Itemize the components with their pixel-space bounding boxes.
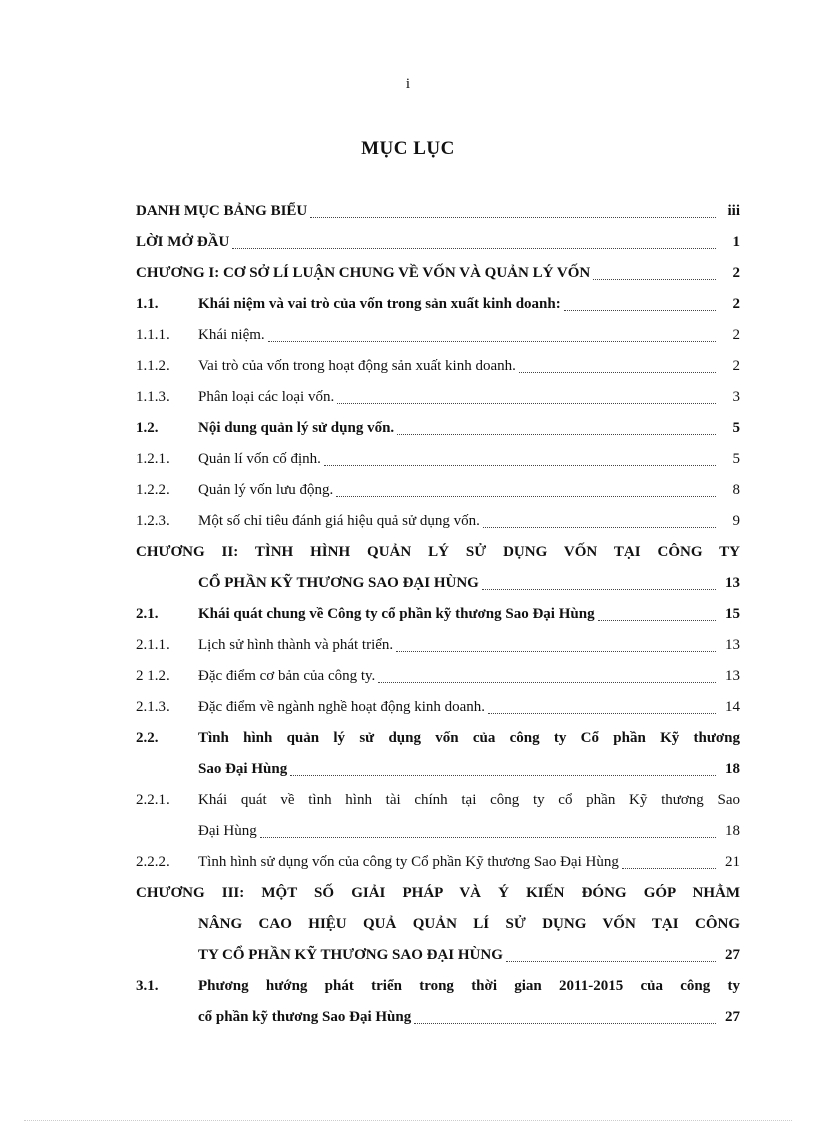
dot-leader [310, 216, 716, 218]
toc-entry-page: 27 [725, 1009, 740, 1025]
toc-entry-page: 13 [725, 668, 740, 684]
toc-entry-number: 2 1.2. [136, 668, 170, 684]
toc-entry-list-of-tables[interactable] [136, 196, 740, 227]
dot-leader [396, 650, 716, 652]
toc-entry-1-1-1[interactable] [136, 320, 740, 351]
dot-leader [324, 464, 716, 466]
dot-leader [506, 960, 716, 962]
toc-entry-number: 1.2.3. [136, 513, 170, 529]
toc-entry-page: iii [727, 203, 740, 219]
toc-entry-number: 1.2.2. [136, 482, 170, 498]
toc-entry-number: 2.1.3. [136, 699, 170, 715]
dot-leader [488, 712, 716, 714]
toc-entry-label: Quản lý vốn lưu động. [198, 482, 334, 498]
toc-entry-2-1-2[interactable] [136, 661, 740, 692]
toc-entry-label: LỜI MỞ ĐẦU [136, 234, 230, 250]
toc-entry-2-2-cont[interactable] [136, 754, 740, 785]
dot-leader [268, 340, 716, 342]
toc-entry-number: 1.1.2. [136, 358, 170, 374]
dot-leader [336, 495, 716, 497]
dot-leader [598, 619, 716, 621]
toc-entry-label: Khái quát chung về Công ty cổ phần kỹ thương Sao Đại Hùng [198, 606, 595, 622]
toc-entry-label: Khái niệm và vai trò của vốn trong sản xuất kinh doanh: [198, 296, 561, 312]
toc-entry-number: 1.1.3. [136, 389, 170, 405]
toc-entry-2-2[interactable] [136, 723, 740, 754]
toc-entry-label: Một số chỉ tiêu đánh giá hiệu quả sử dụng vốn. [198, 513, 480, 529]
toc-entry-1-1-3[interactable] [136, 382, 740, 413]
dot-leader [622, 867, 716, 869]
dot-leader [564, 309, 716, 311]
toc-entry-label: Tình hình sử dụng vốn của công ty Cổ phần Kỹ thương Sao Đại Hùng [198, 854, 619, 870]
toc-entry-2-2-1-cont[interactable] [136, 816, 740, 847]
toc-entry-page: 9 [732, 513, 740, 529]
dot-leader [593, 278, 716, 280]
toc-entry-1-1-2[interactable] [136, 351, 740, 382]
toc-entry-page: 13 [725, 575, 740, 591]
toc-entry-1-2[interactable] [136, 413, 740, 444]
toc-entry-number: 2.1. [136, 606, 159, 622]
toc-entry-label: Nội dung quản lý sử dụng vốn. [198, 420, 395, 436]
toc-entry-page: 2 [732, 296, 740, 312]
toc-entry-number: 1.1.1. [136, 327, 170, 343]
toc-entry-page: 5 [732, 451, 740, 467]
dot-leader [519, 371, 716, 373]
toc-entry-page: 8 [732, 482, 740, 498]
toc-entry-2-2-1[interactable] [136, 785, 740, 816]
toc-entry-label: Đặc điểm về ngành nghề hoạt động kinh doanh. [198, 699, 486, 715]
toc-entry-label: Lịch sử hình thành và phát triển. [198, 637, 394, 653]
toc-entry-page: 13 [725, 637, 740, 653]
toc-entry-label-cont: CỔ PHẦN KỸ THƯƠNG SAO ĐẠI HÙNG [198, 575, 479, 591]
toc-entry-1-2-1[interactable] [136, 444, 740, 475]
dot-leader [397, 433, 716, 435]
dot-leader [260, 836, 716, 838]
toc-entry-number: 2.2. [136, 730, 159, 746]
toc-entry-1-2-3[interactable] [136, 506, 740, 537]
toc-entry-chapter-1[interactable] [136, 258, 740, 289]
toc-entry-page: 2 [732, 327, 740, 343]
toc-entry-chapter-3[interactable] [136, 878, 740, 909]
toc-entry-page: 14 [725, 699, 740, 715]
dot-leader [414, 1022, 716, 1024]
toc-entry-chapter-3-cont-1[interactable] [136, 909, 740, 940]
toc-entry-number: 2.2.2. [136, 854, 170, 870]
table-of-contents [136, 196, 740, 1033]
toc-entry-3-1-cont[interactable] [136, 1002, 740, 1033]
toc-title: MỤC LỤC [361, 138, 455, 159]
toc-entry-chapter-2[interactable] [136, 537, 740, 568]
toc-entry-chapter-2-cont[interactable] [136, 568, 740, 599]
toc-entry-page: 18 [725, 761, 740, 777]
page-bottom-rule [24, 1120, 792, 1121]
toc-entry-label: Phương hướng phát triển trong thời gian 2011-2015 của công ty [198, 978, 740, 994]
dot-leader [290, 774, 716, 776]
toc-entry-number: 3.1. [136, 978, 159, 994]
toc-entry-label: Phân loại các loại vốn. [198, 389, 335, 405]
toc-entry-introduction[interactable] [136, 227, 740, 258]
dot-leader [482, 588, 716, 590]
toc-entry-label-cont: NÂNG CAO HIỆU QUẢ QUẢN LÍ SỬ DỤNG VỐN TẠI CÔNG [198, 916, 740, 932]
toc-entry-page: 18 [725, 823, 740, 839]
toc-entry-label: Vai trò của vốn trong hoạt động sản xuất kinh doanh. [198, 358, 516, 374]
toc-entry-2-2-2[interactable] [136, 847, 740, 878]
toc-entry-number: 1.2. [136, 420, 159, 436]
toc-entry-label: Khái quát về tình hình tài chính tại công ty cổ phần Kỹ thương Sao [198, 792, 740, 808]
toc-entry-label: Quản lí vốn cố định. [198, 451, 321, 467]
toc-entry-page: 2 [732, 358, 740, 374]
toc-entry-label: CHƯƠNG I: CƠ SỞ LÍ LUẬN CHUNG VỀ VỐN VÀ QUẢN LÝ VỐN [136, 265, 591, 281]
toc-entry-label: Đặc điểm cơ bản của công ty. [198, 668, 376, 684]
toc-entry-label-cont: Sao Đại Hùng [198, 761, 288, 777]
dot-leader [483, 526, 716, 528]
toc-entry-2-1-1[interactable] [136, 630, 740, 661]
toc-entry-label: Tình hình quản lý sử dụng vốn của công ty Cổ phần Kỹ thương [198, 730, 740, 746]
toc-entry-label-cont: Đại Hùng [198, 823, 257, 839]
toc-entry-label: CHƯƠNG III: MỘT SỐ GIẢI PHÁP VÀ Ý KIẾN ĐÓNG GÓP NHẰM [136, 885, 740, 901]
toc-entry-1-1[interactable] [136, 289, 740, 320]
toc-entry-3-1[interactable] [136, 971, 740, 1002]
toc-entry-label-cont: TY CỔ PHẦN KỸ THƯƠNG SAO ĐẠI HÙNG [198, 947, 503, 963]
toc-entry-page: 15 [725, 606, 740, 622]
page-number: i [405, 76, 411, 92]
toc-entry-1-2-2[interactable] [136, 475, 740, 506]
toc-entry-chapter-3-cont-2[interactable] [136, 940, 740, 971]
toc-entry-label: CHƯƠNG II: TÌNH HÌNH QUẢN LÝ SỬ DỤNG VỐN TẠI CÔNG TY [136, 544, 740, 560]
toc-entry-page: 3 [732, 389, 740, 405]
toc-entry-label-cont: cổ phần kỹ thương Sao Đại Hùng [198, 1009, 412, 1025]
dot-leader [232, 247, 716, 249]
dot-leader [378, 681, 716, 683]
toc-entry-page: 5 [732, 420, 740, 436]
toc-entry-label: DANH MỤC BẢNG BIỂU [136, 203, 308, 219]
toc-entry-page: 1 [732, 234, 740, 250]
toc-entry-page: 21 [725, 854, 740, 870]
toc-entry-label: Khái niệm. [198, 327, 265, 343]
toc-entry-number: 1.1. [136, 296, 159, 312]
dot-leader [337, 402, 716, 404]
toc-entry-page: 27 [725, 947, 740, 963]
toc-entry-number: 2.2.1. [136, 792, 170, 808]
toc-entry-page: 2 [732, 265, 740, 281]
toc-entry-number: 2.1.1. [136, 637, 170, 653]
toc-entry-number: 1.2.1. [136, 451, 170, 467]
toc-entry-2-1[interactable] [136, 599, 740, 630]
toc-entry-2-1-3[interactable] [136, 692, 740, 723]
